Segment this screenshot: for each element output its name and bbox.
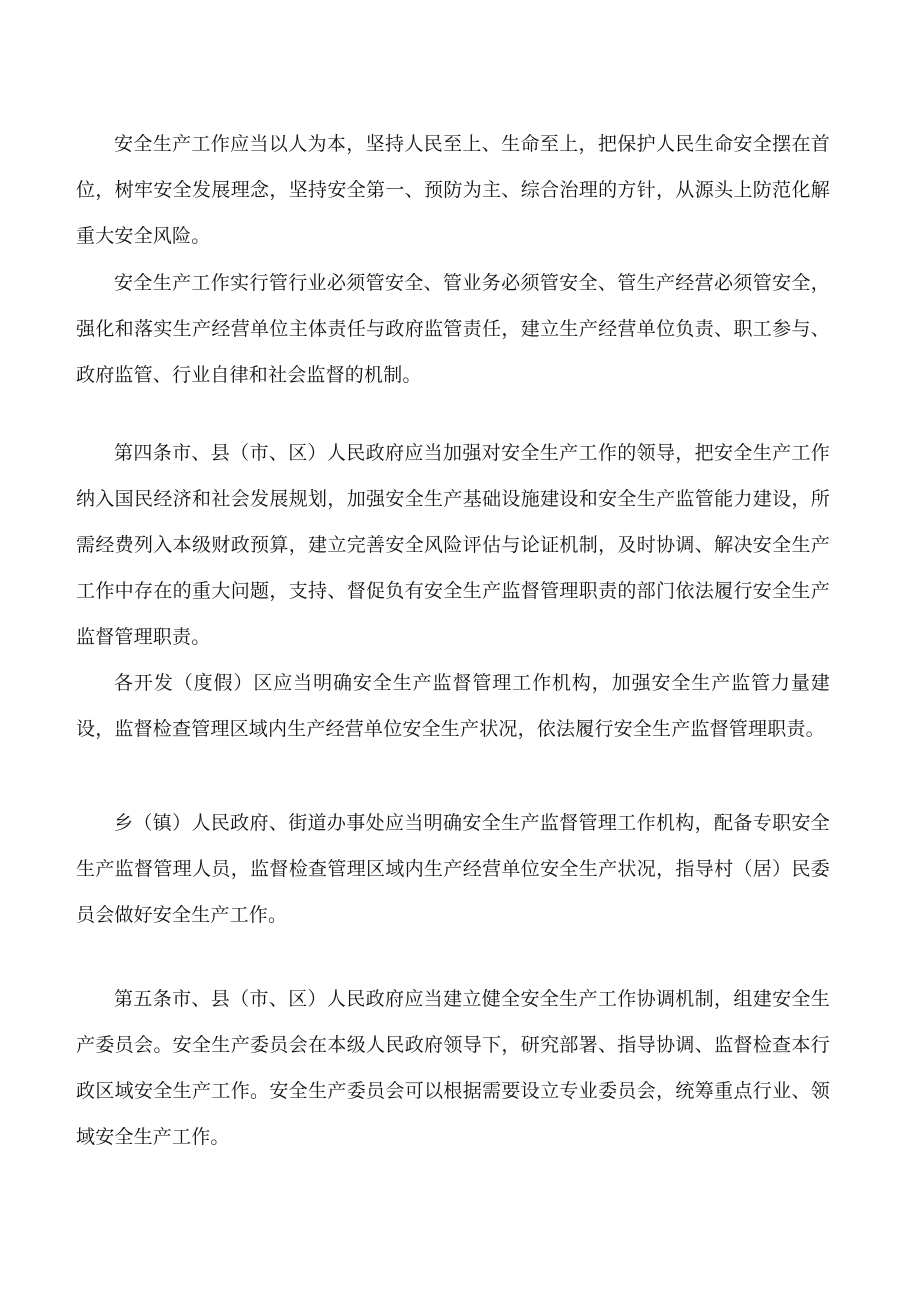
paragraph-township-street: 乡（镇）人民政府、街道办事处应当明确安全生产监督管理工作机构，配备专职安全生产监督管理人员，监督检查管理区域内生产经营单位安全生产状况，指导村（居）民委员会做好安全生产工作。 <box>76 812 830 926</box>
paragraph-development-zones: 各开发（度假）区应当明确安全生产监督管理工作机构，加强安全生产监管力量建设，监督检查管理区域内生产经营单位安全生产状况，依法履行安全生产监督管理职责。 <box>76 672 830 740</box>
paragraph-safety-principle: 安全生产工作应当以人为本，坚持人民至上、生命至上，把保护人民生命安全摆在首位，树牢安全发展理念，坚持安全第一、预防为主、综合治理的方针，从源头上防范化解重大安全风险。 <box>76 133 830 247</box>
paragraph-article-4: 第四条市、县（市、区）人民政府应当加强对安全生产工作的领导，把安全生产工作纳入国民经济和社会发展规划，加强安全生产基础设施建设和安全生产监管能力建设，所需经费列入本级财政预算，建立完善安全风险评估与论证机制，及时协调、解决安全生产工作中存在的重大问题，支持、督促负有安全生产监督管理职责的部门依法履行安全生产监督管理职责。 <box>76 442 830 648</box>
paragraph-responsibility-mechanism: 安全生产工作实行管行业必须管安全、管业务必须管安全、管生产经营必须管安全，强化和落实生产经营单位主体责任与政府监管责任，建立生产经营单位负责、职工参与、政府监管、行业自律和社会监督的机制。 <box>76 272 830 386</box>
paragraph-article-5: 第五条市、县（市、区）人民政府应当建立健全安全生产工作协调机制，组建安全生产委员会。安全生产委员会在本级人民政府领导下，研究部署、指导协调、监督检查本行政区域安全生产工作。安全生产委员会可以根据需要设立专业委员会，统筹重点行业、领域安全生产工作。 <box>76 988 830 1148</box>
